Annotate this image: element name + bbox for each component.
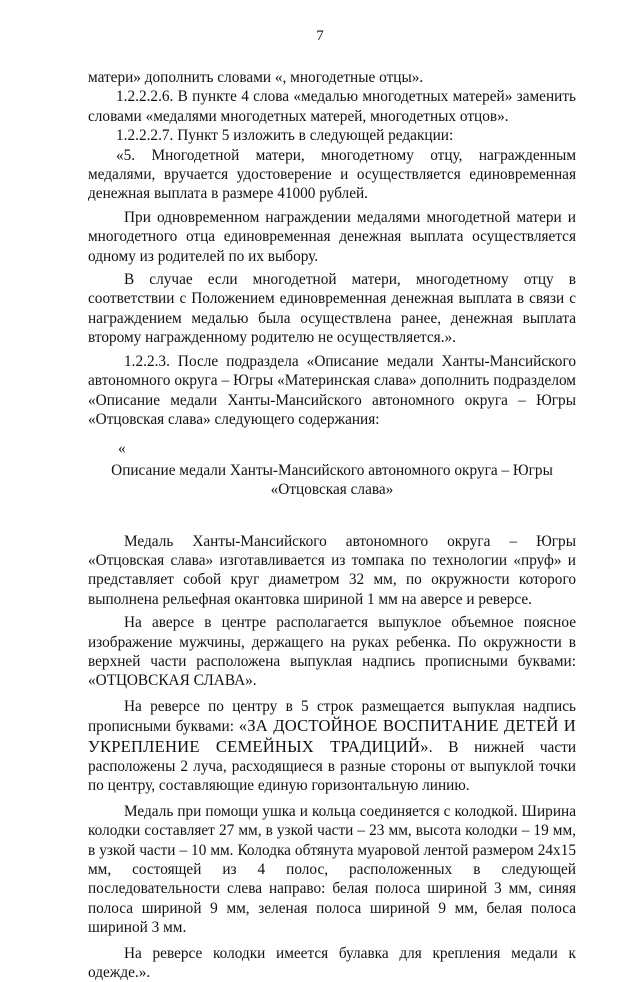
paragraph-4: «5. Многодетной матери, многодетному отцу, награжденным медалями, вручается удостоверение и осуществляется единовременная денежная выплата в размере 41000 рублей. — [88, 146, 576, 203]
paragraph-10 — [88, 697, 576, 796]
document-body — [88, 68, 576, 982]
paragraph-2: 1.2.2.2.6. В пункте 4 слова «медалью многодетных матерей» заменить словами «медалями многодетных матерей, многодетных отцов». — [88, 88, 576, 125]
section-heading — [88, 461, 576, 500]
reverse-inscription: «ЗА ДОСТОЙНОЕ ВОСПИТАНИЕ ДЕТЕЙ И УКРЕПЛЕНИЕ СЕМЕЙНЫХ ТРАДИЦИЙ» — [88, 716, 576, 756]
paragraph-8: Медаль Ханты-Мансийского автономного округа – Югры «Отцовская слава» изготавливается из томпака по технологии «пруф» и представляет собой круг диаметром 32 мм, по окружности которого выполнена рельефная окантовка шириной 1 мм на аверсе и реверсе. — [88, 532, 576, 608]
paragraph-3: 1.2.2.2.7. Пункт 5 изложить в следующей редакции: — [116, 127, 454, 145]
page-number: 7 — [316, 28, 324, 44]
paragraph-7: 1.2.2.3. После подраздела «Описание медали Ханты-Мансийского автономного округа – Югры «Материнская слава» дополнить подразделом «Описание медали Ханты-Мансийского автономного округа – Югры «Отцовская слава» следующего содержания: — [88, 352, 576, 428]
paragraph-10-lead: На реверсе по центру в 5 строк размещается выпуклая надпись прописными буквами: — [88, 697, 576, 736]
paragraph-11: Медаль при помощи ушка и кольца соединяется с колодкой. Ширина колодки составляет 27 мм, в узкой части – 23 мм, высота колодки – 19 мм, в узкой части – 10 мм. Колодка обтянута муаровой лентой размером 24х15 мм, состоящей из 4 полос, расположенных в следующей последовательности слева направо: белая полоса шириной 3 мм, синяя полоса шириной 9 мм, зеленая полоса шириной 9 мм, белая полоса шириной 3 мм. — [88, 802, 576, 937]
paragraph-9: На аверсе в центре располагается выпуклое объемное поясное изображение мужчины, держащего на руках ребенка. По окружности в верхней части расположена выпуклая надпись прописными буквами: «ОТЦОВСКАЯ СЛАВА». — [88, 614, 576, 690]
paragraph-10-tail: . В нижней части расположены 2 луча, расходящиеся в разные стороны от выпуклой точки по центру, составляющие единую горизонтальную линию. — [88, 738, 577, 795]
paragraph-1: матери» дополнить словами «, многодетные отцы». — [88, 69, 424, 86]
paragraph-6: В случае если многодетной матери, многодетному отцу в соответствии с Положением единовременная денежная выплата в связи с награждением медалью была осуществлена ранее, денежная выплата второму награжденному родителю не осуществляется.». — [88, 271, 576, 347]
section-heading-line-1: Описание медали Ханты-Мансийского автономного округа – Югры — [111, 461, 553, 479]
opening-quote: « — [118, 440, 126, 458]
paragraph-5: При одновременном награждении медалями многодетной матери и многодетного отца единовременная денежная выплата осуществляется одному из родителей по их выбору. — [88, 208, 576, 265]
paragraph-12: На реверсе колодки имеется булавка для крепления медали к одежде.». — [88, 944, 576, 982]
section-heading-line-2: «Отцовская слава» — [270, 481, 394, 499]
